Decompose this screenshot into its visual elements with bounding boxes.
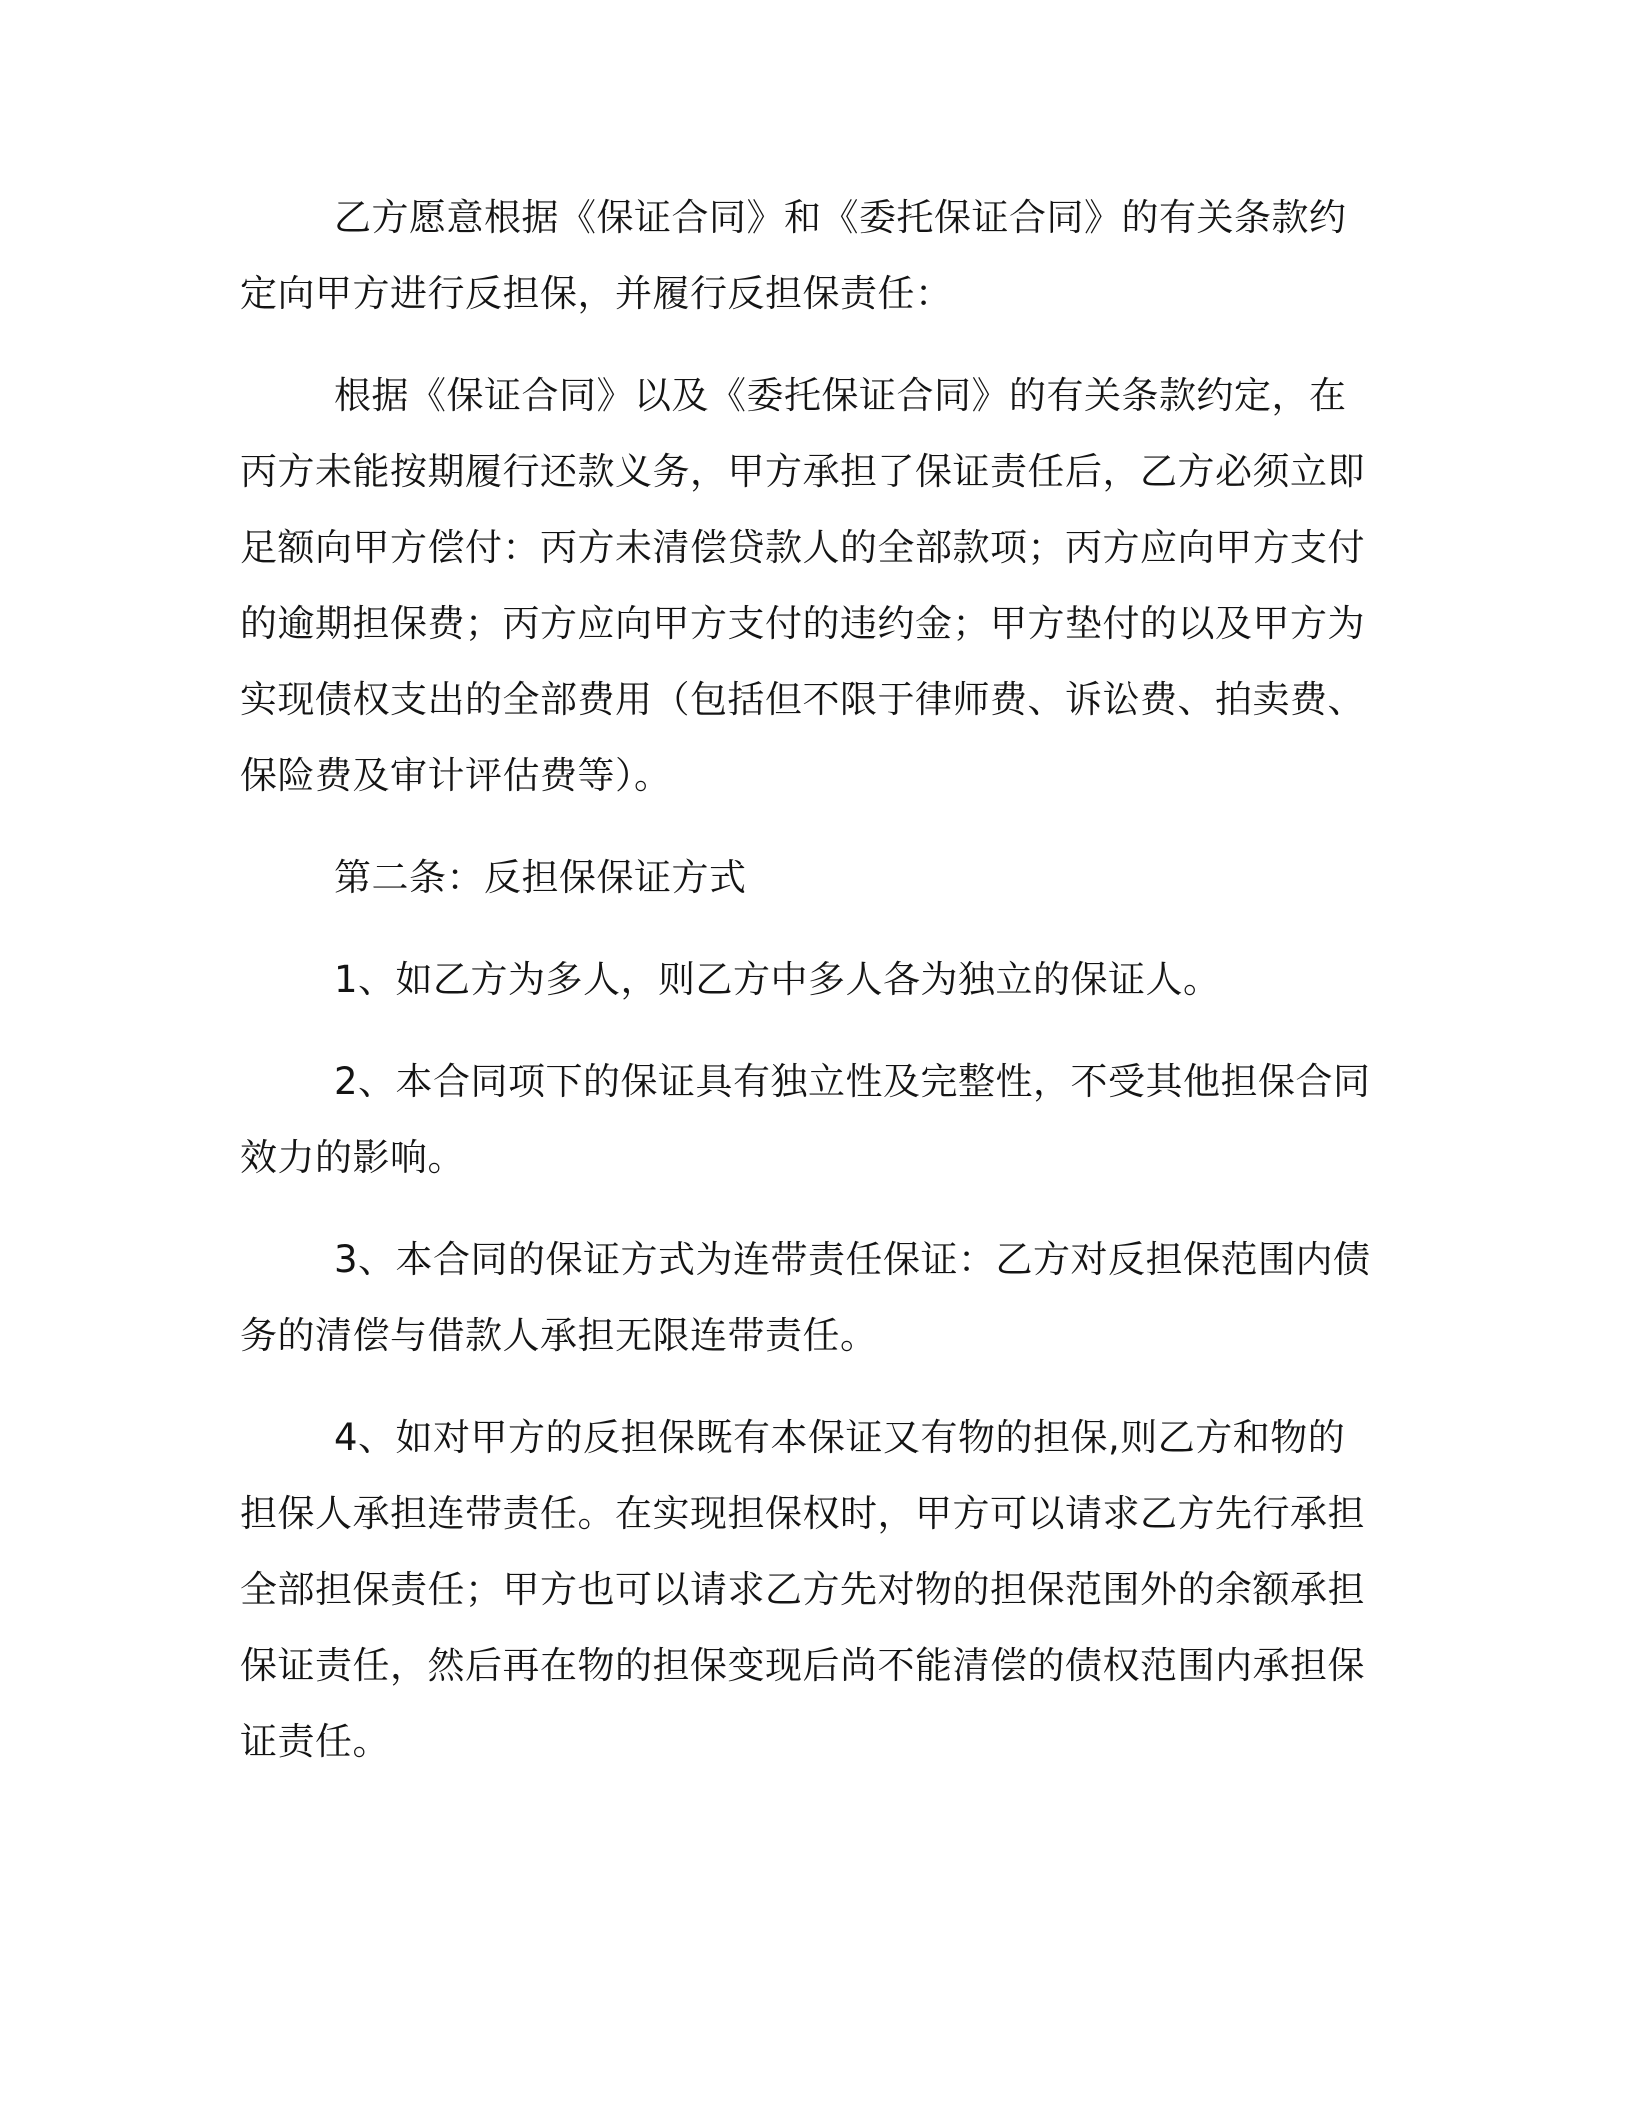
paragraph-counter-guarantee-intent: 乙方愿意根据《保证合同》和《委托保证合同》的有关条款约定向甲方进行反担保，并履行反担保责任：: [240, 196, 1347, 315]
section-heading-article-2: 第二条：反担保保证方式: [334, 856, 747, 899]
clause-3: 3、本合同的保证方式为连带责任保证：乙方对反担保范围内债务的清偿与借款人承担无限连带责任。: [240, 1238, 1371, 1357]
document-body: [240, 180, 1376, 1806]
clause-4: 4、如对甲方的反担保既有本保证又有物的担保,则乙方和物的担保人承担连带责任。在实现担保权时，甲方可以请求乙方先行承担全部担保责任；甲方也可以请求乙方先对物的担保范围外的余额承担保证责任，然后再在物的担保变现后尚不能清偿的债权范围内承担保证责任。: [240, 1416, 1365, 1763]
paragraph-repayment-obligation: 根据《保证合同》以及《委托保证合同》的有关条款约定，在丙方未能按期履行还款义务，甲方承担了保证责任后，乙方必须立即足额向甲方偿付：丙方未清偿贷款人的全部款项；丙方应向甲方支付的逾期担保费；丙方应向甲方支付的违约金；甲方垫付的以及甲方为实现债权支出的全部费用（包括但不限于律师费、诉讼费、拍卖费、保险费及审计评估费等）。: [240, 374, 1365, 797]
clause-2: 2、本合同项下的保证具有独立性及完整性，不受其他担保合同效力的影响。: [240, 1060, 1371, 1179]
clause-1: 1、如乙方为多人，则乙方中多人各为独立的保证人。: [334, 958, 1221, 1001]
